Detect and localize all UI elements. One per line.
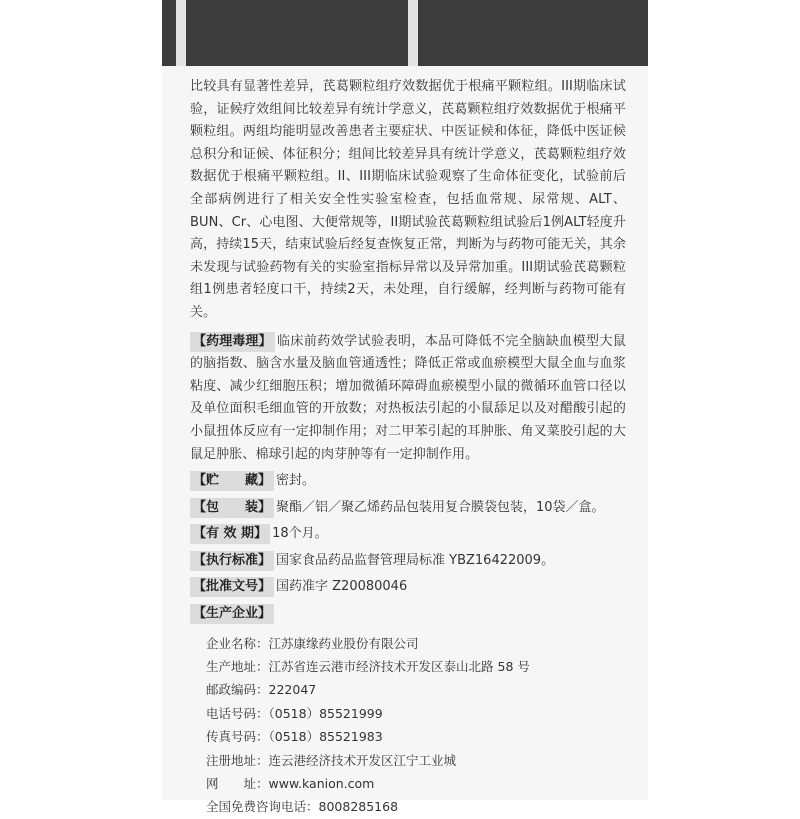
info-value: www.kanion.com [268,776,375,791]
package-section [190,497,626,520]
info-value: 连云港经济技术开发区江宁工业城 [268,752,457,768]
standard-value: 国家食品药品监督管理局标准 YBZ16422009。 [276,552,555,568]
info-row [206,678,626,701]
clinical-trial-paragraph: 比较具有显著性差异，芪葛颗粒组疗效数据优于根痛平颗粒组。III期临床试验，证候疗效组间比较差异有统计学意义，芪葛颗粒组疗效数据优于根痛平颗粒组。两组均能明显改善患者主要症状、中医证候和体征，降低中医证候总积分和证候、体征积分；组间比较差异具有统计学意义，芪葛颗粒组疗效数据优于根痛平颗粒组。II、III期临床试验观察了生命体征变化，试验前后全部病例进行了相关安全性实验室检查，包括血常规、尿常规、ALT、BUN、Cr、心电图、大便常规等，II期试验芪葛颗粒组试验后1例ALT轻度升高，持续15天，结束试验后经复查恢复正常，判断为与药物可能无关，其余未发现与试验药物有关的实验室指标异常以及异常加重。III期试验芪葛颗粒组1例患者轻度口干，持续2天，未处理，自行缓解，经判断与药物可能有关。 [190,79,626,320]
storage-label: 【贮 藏】 [190,471,274,491]
info-row [206,795,626,818]
info-key: 网 址： [206,776,269,791]
validity-section [190,523,626,546]
pharmacology-section [190,331,626,467]
info-value: 8008285168 [318,799,399,815]
info-key: 生产地址： [206,659,269,675]
package-label: 【包 装】 [190,498,274,518]
top-dark-block [186,0,408,66]
approval-value: 国药准字 Z20080046 [276,579,408,595]
info-key: 注册地址： [206,752,269,768]
approval-section [190,576,626,599]
standard-section [190,550,626,573]
info-row [206,772,626,795]
info-row [206,725,626,748]
top-dark-block [162,0,176,66]
info-key: 电话号码： [206,705,269,721]
info-value: 江苏省连云港市经济技术开发区泰山北路 58 号 [268,659,530,675]
info-value: 222047 [268,682,317,698]
info-value: （0518）85521983 [268,729,383,745]
info-row [206,702,626,725]
standard-label: 【执行标准】 [190,551,274,571]
package-value: 聚酯／铝／聚乙烯药品包装用复合膜袋包装，10袋／盒。 [276,499,605,515]
top-color-bar [162,0,648,66]
validity-value: 18个月。 [272,526,328,542]
pharmacology-text: 临床前药效学试验表明，本品可降低不完全脑缺血模型大鼠的脑指数、脑含水量及脑血管通透性；降低正常或血瘀模型大鼠全血与血浆粘度、减少红细胞压积；增加微循环障碍血瘀模型小鼠的微循环血管口径以及单位面积毛细血管的开放数；对热板法引起的小鼠舔足以及对醋酸引起的小鼠扭体反应有一定抑制作用；对二甲苯引起的耳肿胀、角叉菜胶引起的大鼠足肿胀、棉球引起的肉芽肿等有一定抑制作用。 [190,333,626,462]
storage-section [190,470,626,493]
manufacturer-info [190,632,626,819]
top-dark-block [418,0,648,66]
leaflet-content [190,76,626,819]
approval-label: 【批准文号】 [190,577,274,597]
info-value: （0518）85521999 [268,705,383,721]
info-row [206,749,626,772]
info-row [206,655,626,678]
manufacturer-label: 【生产企业】 [190,604,274,624]
storage-value: 密封。 [276,473,316,489]
info-row [206,632,626,655]
info-key: 全国免费咨询电话： [206,799,319,815]
info-key: 邮政编码： [206,682,269,698]
leaflet-sheet [162,0,648,815]
validity-label: 【有 效 期】 [190,524,270,544]
info-value: 江苏康缘药业股份有限公司 [268,635,419,651]
info-key: 企业名称： [206,635,269,651]
pharmacology-label: 【药理毒理】 [190,332,275,352]
manufacturer-section [190,603,626,626]
info-key: 传真号码： [206,729,269,745]
